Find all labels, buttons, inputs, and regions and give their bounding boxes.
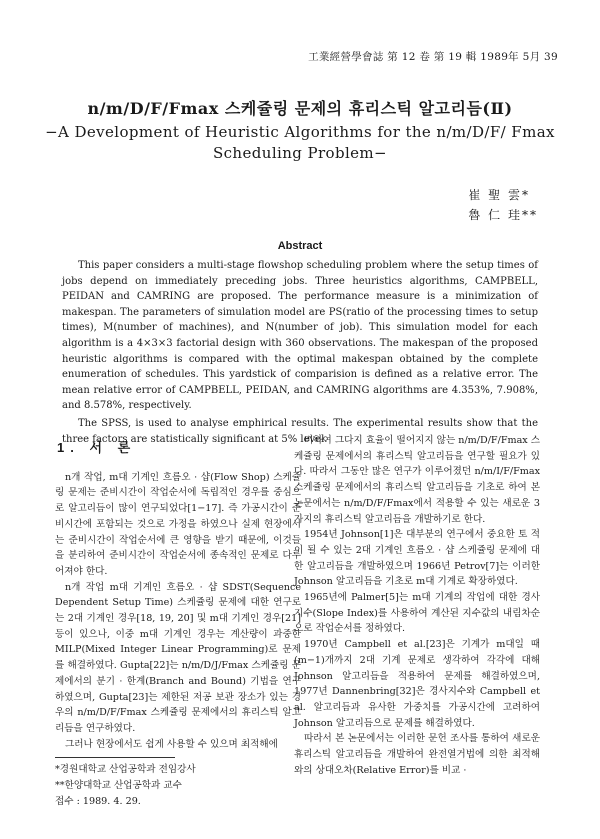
korean-title: n/m/D/F/Fmax 스케쥴링 문제의 휴리스틱 알고리듬(Ⅱ) [87, 99, 513, 118]
right-column [294, 433, 540, 778]
title-block [30, 96, 570, 164]
footnote-affiliation: **한양대학교 산업공학과 교수 [55, 780, 182, 791]
author-list [468, 185, 538, 225]
footnote-received-date: 접수 : 1989. 4. 29. [55, 796, 141, 807]
english-title: −A Development of Heuristic Algorithms for the n/m/D/F/ Fmax Scheduling Problem− [45, 123, 555, 162]
section-heading: 1. 서 론 [57, 440, 137, 455]
body-paragraph: n개 작업, m대 기계인 흐름오 · 샵(Flow Shop) 스케쥴링 문제는 준비시간이 작업순서에 독립적인 경우를 중심으로 알고리듬이 많이 연구되었다[1−17]. 즉 가공시간이 준비시간에 포함되는 것으로 가정을 하였으나 실제 현장에서는 준비시간이 작업순서에 큰 영향을 받기 때문에, 이것들을 분리하여 준비시간이 작업순서에 종속적인 문제로 다루어져야 한다. [55, 471, 301, 577]
body-paragraph: 1954년 Johnson[1]은 대부분의 연구에서 중요한 토 적이 될 수 있는 2대 기계인 흐름오 · 샵 스케쥴링 문제에 대한 알고리듬을 개발하였으며 1966년 Petrov[7]는 이러한 Johnson 알고리듬을 기초로 m대 기계로 확장하였다. [294, 529, 540, 588]
body-paragraph: 비하여 그다지 효율이 떨어지지 않는 n/m/D/F/Fmax 스케쥴링 문제에서의 휴리스틱 알고리듬을 연구할 필요가 있다. 따라서 그동안 많은 연구가 이루어졌던 n/m/I/F/Fmax 스케쥴링 문제에서의 휴리스틱 알고리듬을 기초로 하여 본 논문에서는 n/m/D/F/Fmax에서 적용할 수 있는 새로운 3가지의 휴리스틱 알고리듬을 개발하기로 한다. [294, 435, 541, 525]
abstract-paragraph: This paper considers a multi-stage flowshop scheduling problem where the setup times of jobs depend on immediately preceding jobs. Three heuristics algorithms, CAMPBELL, PEIDAN and CAMRING are proposed. The performance measure is a minimization of makespan. The parameters of simulation model are PS(ratio of the processing times to setup times), M(number of machines), and N(number of job). This simulation model for each algorithm is a 4×3×3 factorial design with 360 observations. The makespan of the proposed heuristic algorithms is compared with the optimal makespan obtained by the complete enumeration of schedules. This yardstick of comparision is defined as a relative error. The mean relative error of CAMPBELL, PEIDAN, and CAMRING algorithms are 4.353%, 7.908%, and 8.578%, respectively. [62, 260, 538, 412]
body-paragraph: 1970년 Campbell et al.[23]은 기계가 m대일 때(m−1)개까지 2대 기계 문제로 생각하여 각각에 대해 Johnson 알고리듬을 적용하여 문제를 해결하였으며, 1977년 Dannenbring[32]은 경사지수와 Campbell et al. 알고리듬과 유사한 가중치를 가공시간에 고려하여 Johnson 알고리듬으로 문제를 해결하였다. [294, 639, 540, 729]
left-column [55, 440, 301, 752]
footnote-divider [55, 757, 175, 758]
body-paragraph: n개 작업 m대 기계인 흐름오 · 샵 SDST(Sequence Dependent Setup Time) 스케쥴링 문제에 대한 연구로는 2대 기계인 경우[18, 19, 20] 및 m대 기계인 경우[21]등이 있으나, 이중 m대 기계인 경우는 계산량이 과중한 MILP(Mixed Integer Linear Programming)로 문제를 해결하였다. Gupta[22]는 n/m/D/J/Fmax 스케쥴링 문제에서의 분기 · 한계(Branch and Bound) 기법을 연구하였으며, Gupta[23]는 제한된 저공 보관 장소가 있는 경우의 n/m/D/F/Fmax 스케쥴링 문제에서의 휴리스틱 알고리듬을 연구하였다. [55, 581, 301, 734]
body-paragraph: 따라서 본 논문에서는 이러한 문헌 조사를 통하여 새로운 휴리스틱 알고리듬을 개발하여 완전열거법에 의한 최적해와의 상대오차(Relative Error)를 비교 · [294, 733, 540, 776]
footnote-affiliation: *경원대학교 산업공학과 전임강사 [55, 764, 196, 775]
author-name: 魯 仁 珪** [468, 208, 538, 222]
footnotes [55, 762, 196, 810]
running-head: 工業經營學會誌 第 12 卷 第 19 輯 1989年 5月 39 [308, 51, 558, 63]
abstract-paragraph: The SPSS, is used to analyse emphirical results. The experimental results show that the three factors are statistically significant at 5% level. [62, 417, 538, 445]
body-paragraph: 그러나 현장에서도 쉽게 사용할 수 있으며 최적해에 [65, 738, 278, 750]
body-paragraph: 1965년에 Palmer[5]는 m대 기계의 작업에 대한 경사지수(Slope Index)를 사용하여 계산된 지수값의 내림차순으로 작업순서를 정하였다. [294, 592, 540, 635]
abstract-heading: Abstract [277, 240, 323, 252]
abstract-body [62, 258, 538, 447]
author-name: 崔 聖 雲* [468, 188, 530, 202]
